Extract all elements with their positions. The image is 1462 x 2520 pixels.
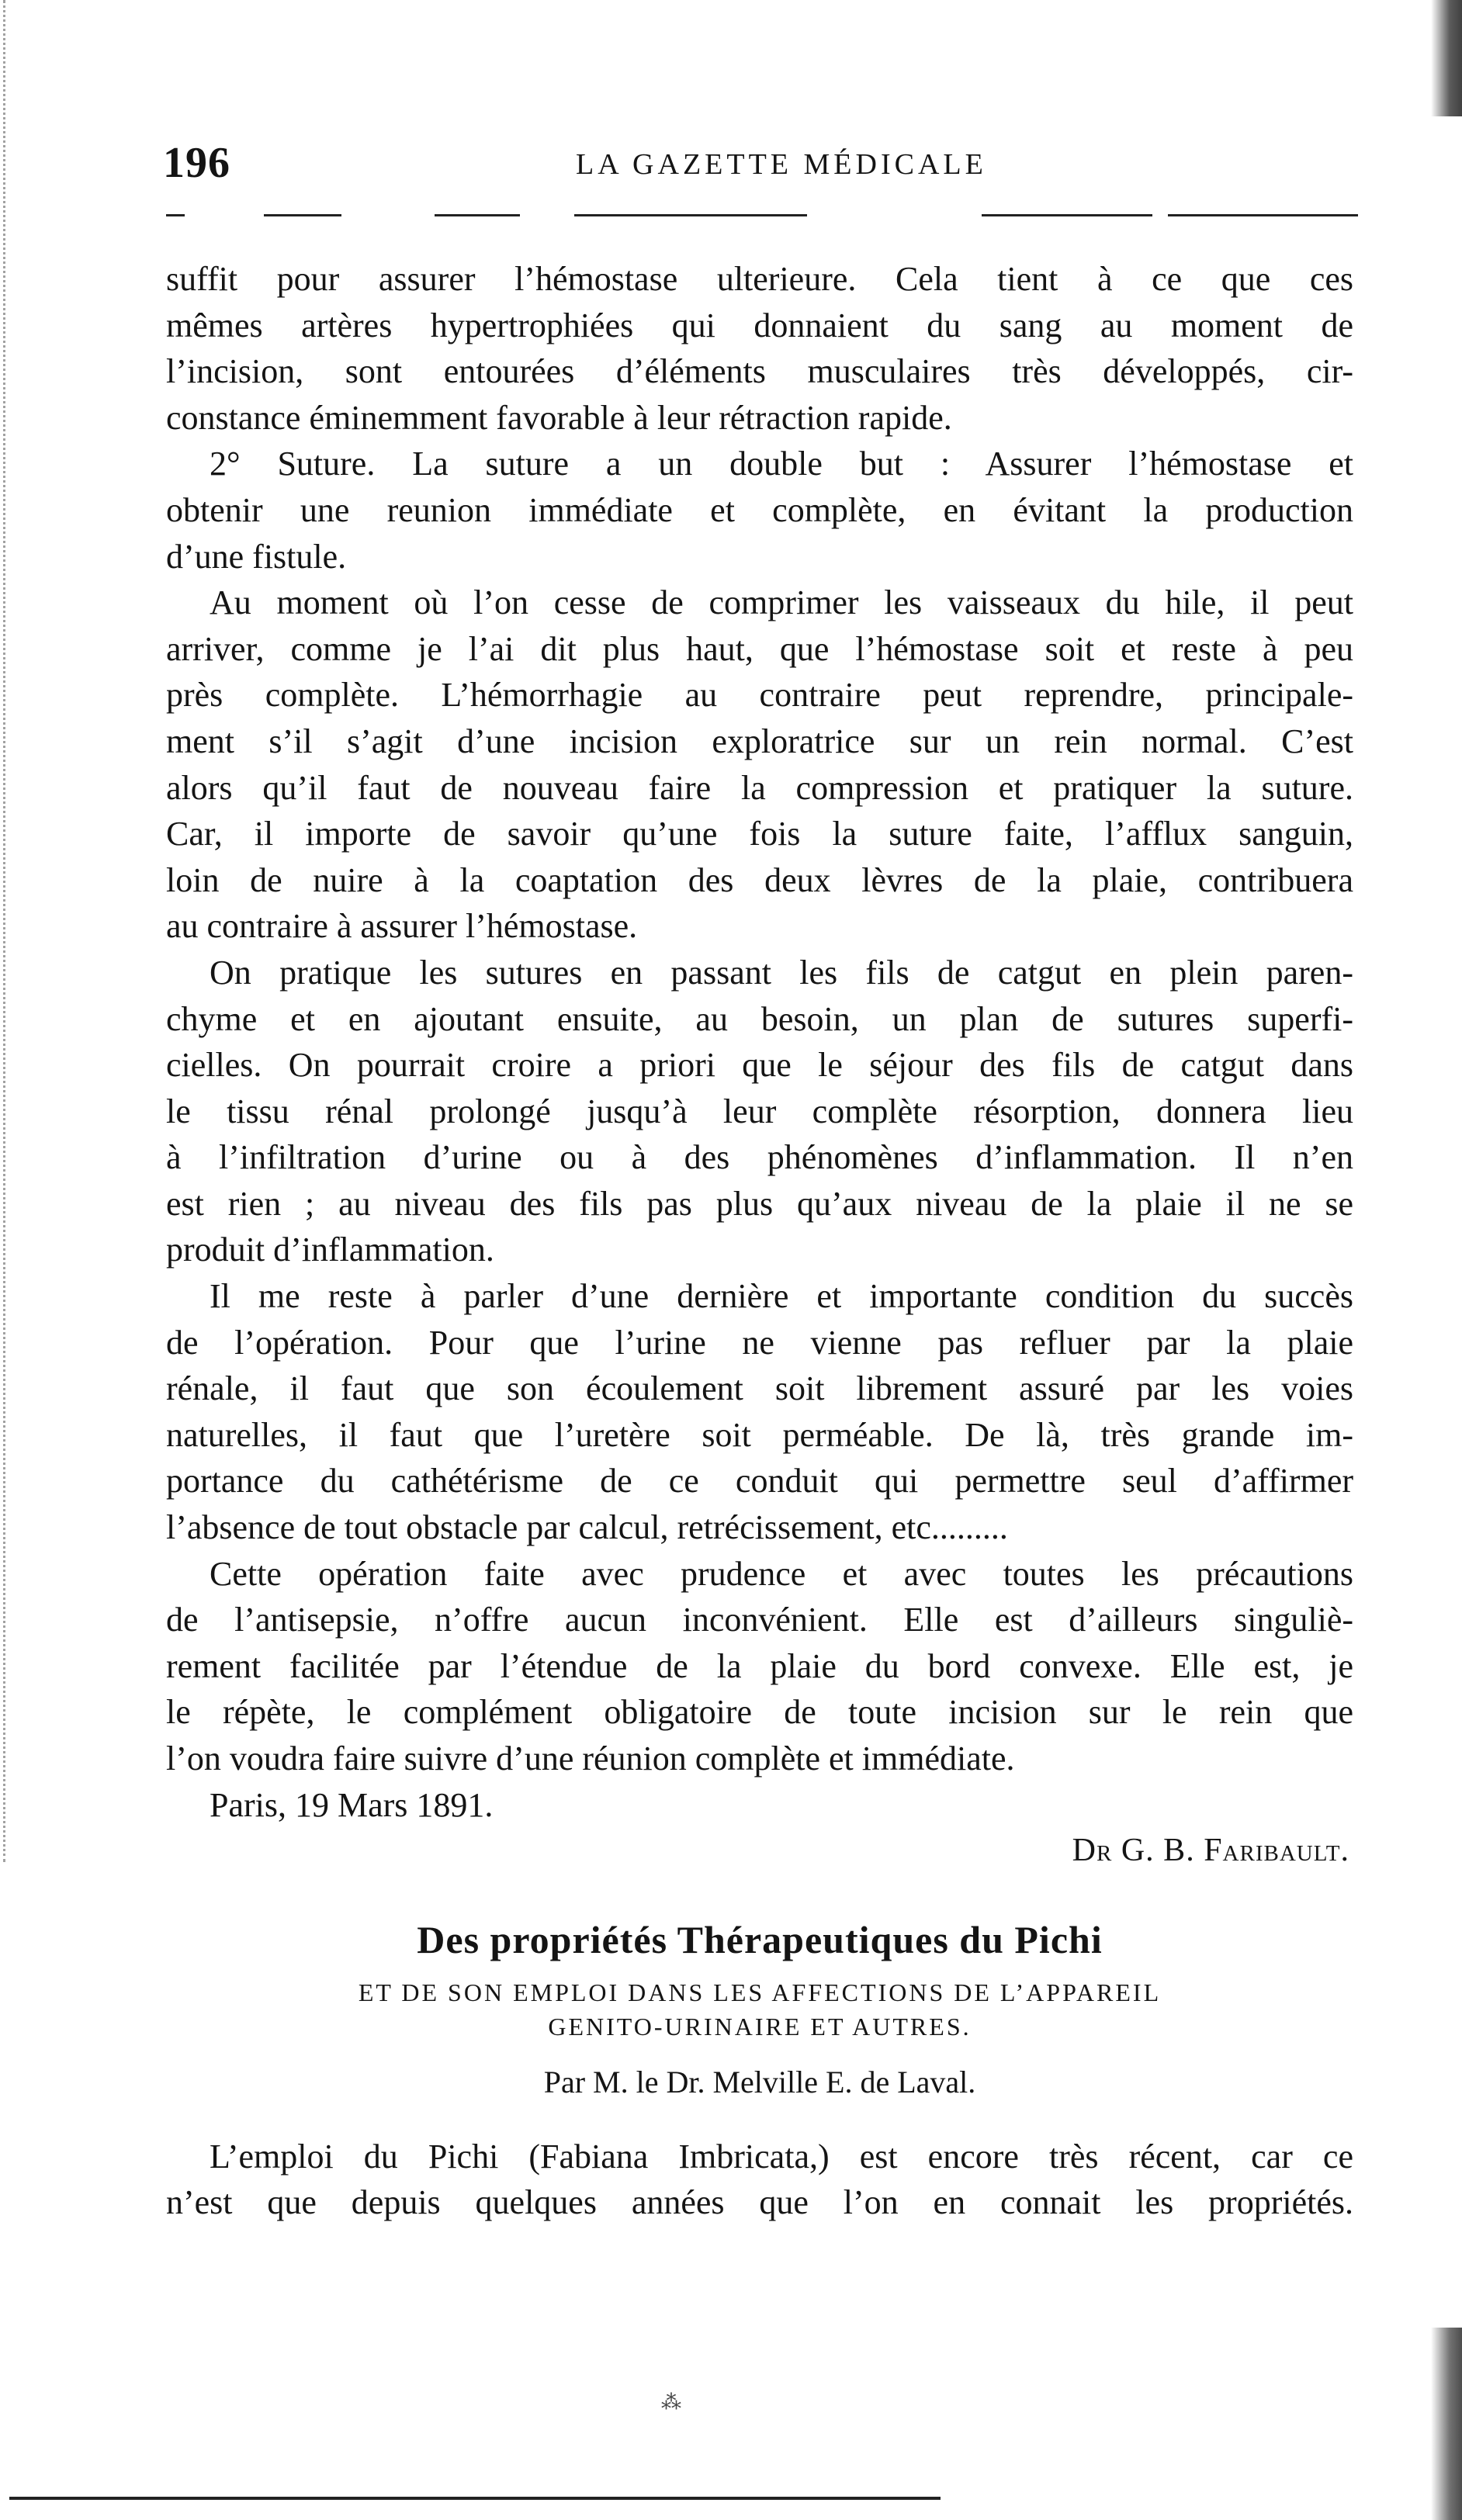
text-line: l’on voudra faire suivre d’une réunion complète et immédiate. <box>166 1739 1015 1778</box>
text-line: le tissu rénal prolongé jusqu’à leur complète résorption, donnera lieu <box>166 1092 1353 1130</box>
text-line: Cette opération faite avec prudence et avec toutes les précautions <box>210 1554 1353 1593</box>
paragraph-suture <box>166 441 1353 580</box>
stray-ink-mark: ⁂ <box>661 2391 681 2414</box>
text-line: suffit pour assurer l’hémostase ulterieure. Cela tient à ce que ces <box>166 260 1353 298</box>
text-line: rement facilitée par l’étendue de la plaie du bord convexe. Elle est, je <box>166 1646 1353 1685</box>
article-intro-paragraph <box>166 2134 1353 2226</box>
header-rule <box>982 214 1152 216</box>
text-line: ment s’il s’agit d’une incision exploratrice sur un rein normal. C’est <box>166 722 1353 760</box>
text-line: rénale, il faut que son écoulement soit librement assuré par les voies <box>166 1369 1353 1408</box>
text-line: de l’antisepsie, n’offre aucun inconvénient. Elle est d’ailleurs singuliè- <box>166 1601 1353 1639</box>
article-byline: Par M. le Dr. Melville E. de Laval. <box>543 2064 976 2099</box>
text-line: l’incision, sont entourées d’éléments musculaires très développés, cir- <box>166 352 1353 391</box>
text-line: naturelles, il faut que l’uretère soit perméable. De là, très grande im- <box>166 1415 1353 1454</box>
text-line: à l’infiltration d’urine ou à des phénomènes d’inflammation. Il n’en <box>166 1138 1353 1177</box>
text-line: Il me reste à parler d’une dernière et importante condition du succès <box>210 1277 1353 1316</box>
header-rule <box>264 214 341 216</box>
article-subtitle: GENITO-URINAIRE ET AUTRES. <box>548 2012 972 2041</box>
article-subtitle: ET DE SON EMPLOI DANS LES AFFECTIONS DE L’APPAREIL <box>358 1978 1162 2006</box>
header-rule <box>166 214 185 216</box>
paragraph-conclusion <box>166 1551 1353 1782</box>
text-line: produit d’inflammation. <box>166 1231 494 1269</box>
article-title: Des propriétés Thérapeutiques du Pichi <box>417 1917 1103 1961</box>
text-line: arriver, comme je l’ai dit plus haut, que l’hémostase soit et reste à peu <box>166 629 1353 668</box>
scan-corner-shadow-bottom <box>1431 2328 1462 2520</box>
text-line: le répète, le complément obligatoire de toute incision sur le rein que <box>166 1693 1353 1732</box>
header-rule <box>574 214 807 216</box>
text-line: est rien ; au niveau des fils pas plus qu’aux niveau de la plaie il ne se <box>166 1184 1353 1223</box>
text-line: loin de nuire à la coaptation des deux lèvres de la plaie, contribuera <box>166 860 1353 899</box>
text-line: alors qu’il faut de nouveau faire la compression et pratiquer la suture. <box>166 768 1353 807</box>
text-column <box>166 256 1353 2226</box>
header-rule <box>435 214 520 216</box>
author-signature: Dr G. B. Faribault. <box>1072 1833 1349 1869</box>
scan-corner-shadow-top <box>1431 0 1462 116</box>
dateline: Paris, 19 Mars 1891. <box>210 1785 494 1824</box>
scan-bottom-edge <box>9 2497 941 2500</box>
paragraph-sutures-catgut <box>166 950 1353 1273</box>
running-head: LA GAZETTE MÉDICALE <box>576 148 987 181</box>
paragraph-compression <box>166 580 1353 950</box>
text-line: L’emploi du Pichi (Fabiana Imbricata,) est encore très récent, car ce <box>210 2137 1353 2176</box>
text-line: On pratique les sutures en passant les fils de catgut en plein paren- <box>210 953 1353 992</box>
text-line: au contraire à assurer l’hémostase. <box>166 907 638 946</box>
text-line: cielles. On pourrait croire a priori que le séjour des fils de catgut dans <box>166 1046 1353 1085</box>
text-line: d’une fistule. <box>166 537 347 576</box>
text-line: près complète. L’hémorrhagie au contraire peut reprendre, principale- <box>166 676 1353 715</box>
text-line: l’absence de tout obstacle par calcul, retrécissement, etc......... <box>166 1508 1008 1547</box>
text-line: 2° Suture. La suture a un double but : Assurer l’hémostase et <box>210 445 1353 483</box>
text-line: obtenir une reunion immédiate et complète, en évitant la production <box>166 490 1353 529</box>
text-line: de l’opération. Pour que l’urine ne vienne pas refluer par la plaie <box>166 1323 1353 1362</box>
text-line: portance du cathétérisme de ce conduit qui permettre seul d’affirmer <box>166 1462 1353 1501</box>
paragraph-uretere <box>166 1273 1353 1551</box>
page-number: 196 <box>163 139 230 187</box>
header-rule <box>1168 214 1358 216</box>
text-line: n’est que depuis quelques années que l’on en connait les propriétés. <box>166 2183 1353 2222</box>
paragraph-hemostase-end <box>166 256 1353 441</box>
text-line: constance éminemment favorable à leur rétraction rapide. <box>166 398 952 437</box>
scan-edge-artifact <box>3 0 21 1862</box>
text-line: mêmes artères hypertrophiées qui donnaient du sang au moment de <box>166 306 1353 344</box>
text-line: Car, il importe de savoir qu’une fois la suture faite, l’afflux sanguin, <box>166 815 1353 853</box>
text-line: chyme et en ajoutant ensuite, au besoin, un plan de sutures superfi- <box>166 999 1353 1038</box>
text-line: Au moment où l’on cesse de comprimer les vaisseaux du hile, il peut <box>210 583 1353 622</box>
